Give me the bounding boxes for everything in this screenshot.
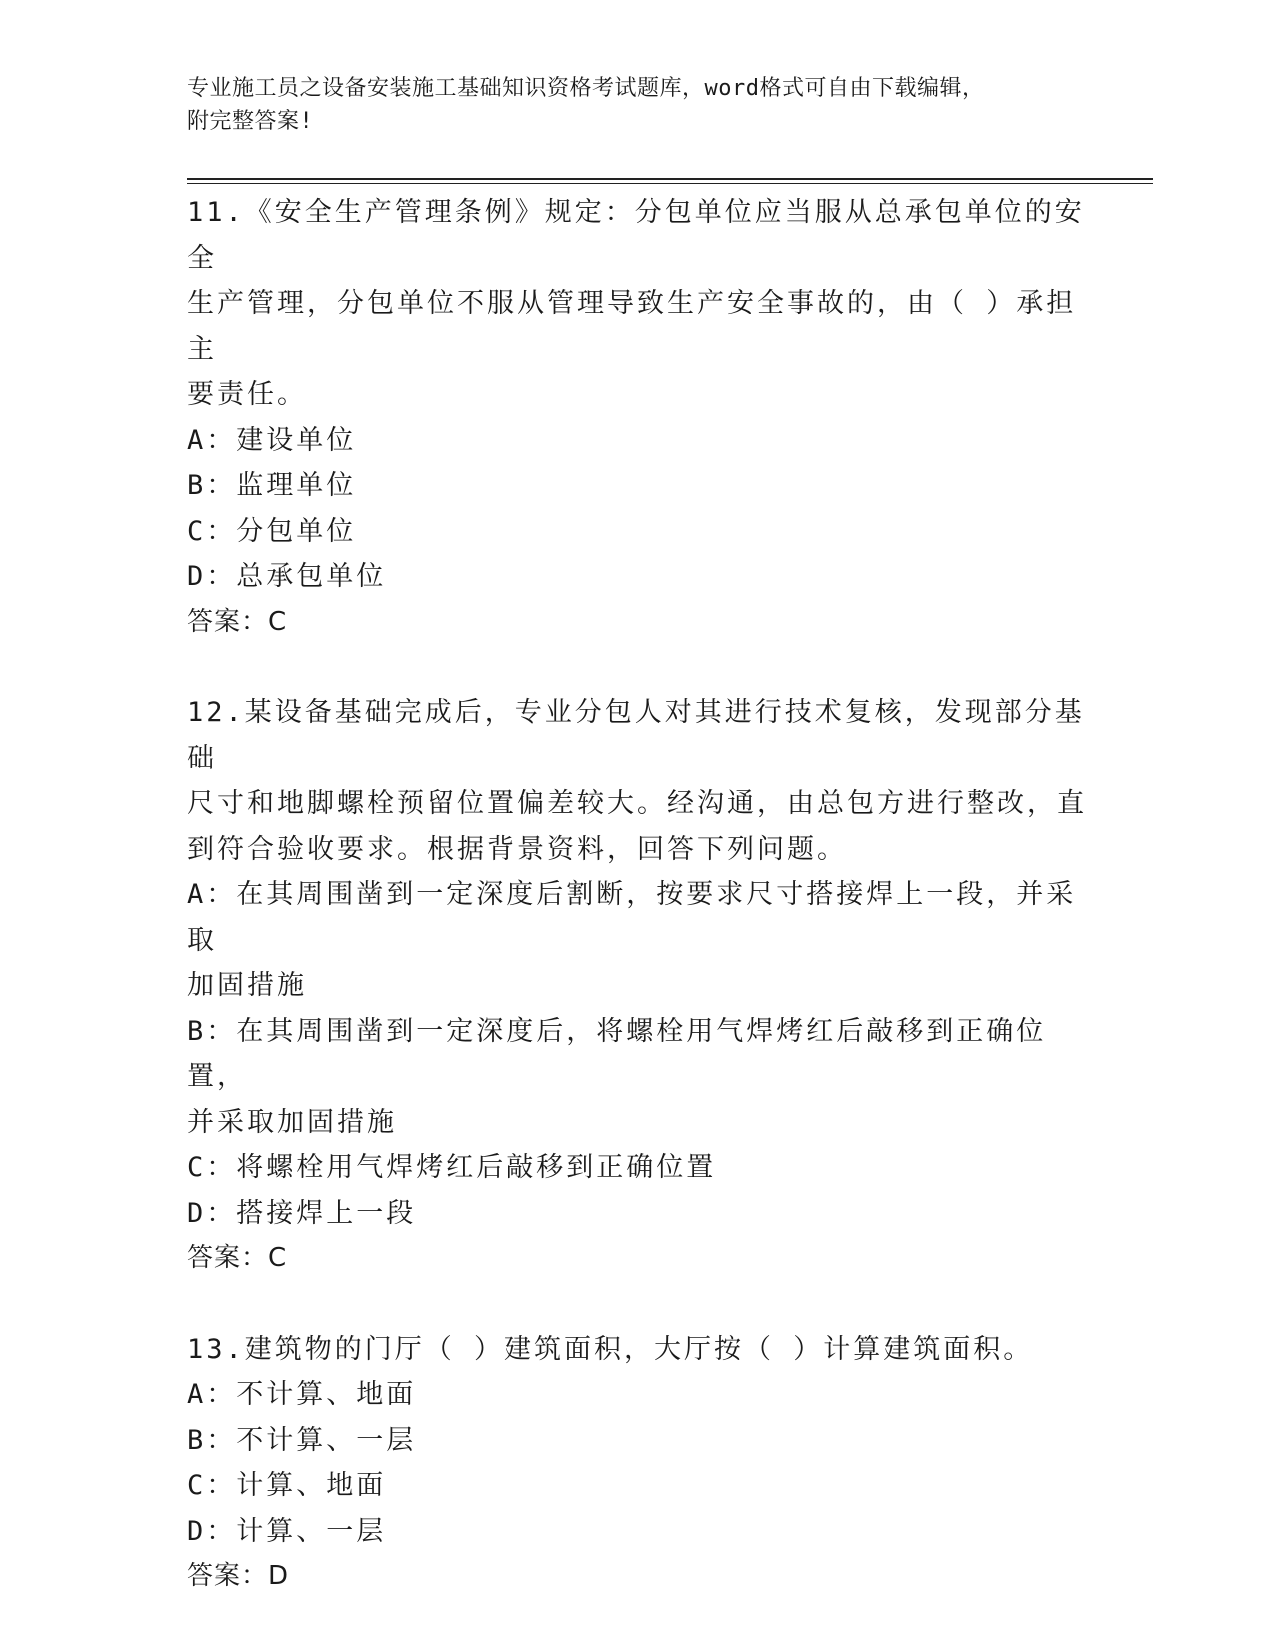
question-spacer (187, 645, 1087, 690)
question-13 (187, 1327, 1087, 1600)
question-spacer (187, 1282, 1087, 1327)
option-a: A：建设单位 (187, 424, 357, 456)
option-d: D：总承包单位 (187, 561, 387, 592)
option-a: A：不计算、地面 (187, 1379, 417, 1410)
question-stem-line: 尺寸和地脚螺栓预留位置偏差较大。经沟通，由总包方进行整改，直 (187, 788, 1087, 819)
option-b: B：在其周围凿到一定深度后，将螺栓用气焊烤红后敲移到正确位置， (187, 1015, 1047, 1092)
header-line-1: 专业施工员之设备安装施工基础知识资格考试题库，word格式可自由下载编辑， (187, 76, 985, 101)
option-c: C：将螺栓用气焊烤红后敲移到正确位置 (187, 1152, 717, 1183)
option-d: D：搭接焊上一段 (187, 1197, 417, 1229)
question-stem-line: 13.建筑物的门厅（ ）建筑面积，大厅按（ ）计算建筑面积。 (187, 1333, 1034, 1365)
option-b: B：监理单位 (187, 470, 357, 501)
option-c: C：计算、地面 (187, 1470, 387, 1501)
header-line-2: 附完整答案! (187, 109, 314, 134)
option-a: A：在其周围凿到一定深度后割断，按要求尺寸搭接焊上一段，并采取 (187, 879, 1077, 956)
option-c: C：分包单位 (187, 515, 357, 547)
option-a-continuation: 加固措施 (187, 970, 307, 1001)
answer-line: 答案：C (187, 1243, 288, 1273)
question-stem-line: 11.《安全生产管理条例》规定：分包单位应当服从总承包单位的安全 (187, 197, 1085, 274)
question-list (187, 190, 1087, 1600)
question-stem-line: 12.某设备基础完成后，专业分包人对其进行技术复核，发现部分基础 (187, 697, 1085, 774)
answer-line: 答案：C (187, 606, 288, 637)
header-divider-thin (187, 183, 1153, 184)
option-b-continuation: 并采取加固措施 (187, 1106, 397, 1138)
question-stem-line: 生产管理，分包单位不服从管理导致生产安全事故的，由（ ）承担主 (187, 288, 1077, 365)
question-12 (187, 690, 1087, 1282)
answer-line: 答案：D (187, 1561, 290, 1591)
question-11 (187, 190, 1087, 645)
question-stem-line: 要责任。 (187, 379, 307, 410)
question-stem-line: 到符合验收要求。根据背景资料，回答下列问题。 (187, 833, 847, 865)
option-b: B：不计算、一层 (187, 1424, 417, 1456)
option-d: D：计算、一层 (187, 1515, 387, 1547)
header-divider-thick (187, 178, 1153, 180)
document-header (187, 72, 1087, 138)
